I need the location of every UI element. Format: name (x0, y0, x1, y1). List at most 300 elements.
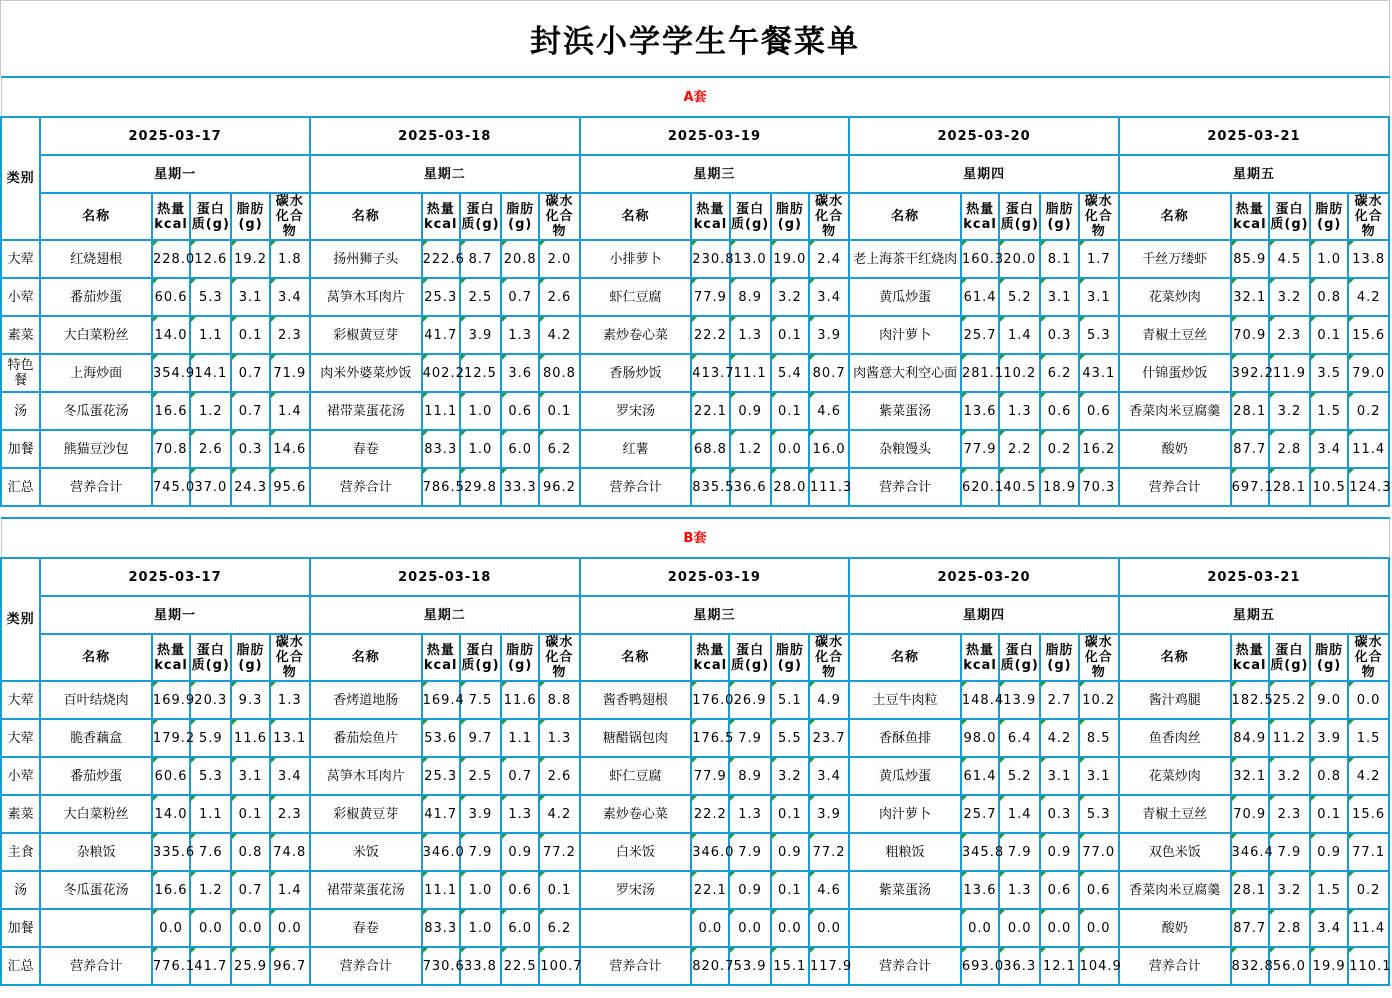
carb-value: 16.2 (1079, 430, 1119, 468)
kcal-value: 11.1 (422, 392, 460, 430)
dish-name: 营养合计 (849, 947, 961, 985)
kcal-value: 70.9 (1231, 795, 1269, 833)
category-label: 特色餐 (1, 354, 40, 392)
name-column-header: 名称 (580, 193, 692, 240)
kcal-value: 85.9 (1231, 240, 1269, 278)
kcal-value: 693.0 (961, 947, 999, 985)
date-header: 2025-03-17 (40, 558, 310, 596)
fat-value: 0.0 (771, 430, 809, 468)
category-label: 小荤 (1, 757, 40, 795)
protein-value: 2.6 (190, 430, 231, 468)
carb-value: 1.8 (270, 240, 310, 278)
carb-value: 0.1 (539, 871, 579, 909)
dish-name: 熊猫豆沙包 (40, 430, 152, 468)
kcal-column-header: 热量kcal (961, 634, 999, 681)
kcal-value: 0.0 (152, 909, 190, 947)
dish-name: 双色米饭 (1119, 833, 1231, 871)
fat-value: 0.1 (771, 871, 809, 909)
fat-value: 5.4 (771, 354, 809, 392)
carb-value: 1.4 (270, 871, 310, 909)
protein-value: 1.4 (999, 316, 1040, 354)
fat-value: 33.3 (501, 468, 539, 506)
carb-column-header: 碳水化合物 (1348, 193, 1389, 240)
carb-value: 10.2 (1079, 681, 1119, 719)
fat-value: 3.1 (1040, 278, 1078, 316)
carb-value: 2.3 (270, 316, 310, 354)
dish-name: 杂粮馒头 (849, 430, 961, 468)
dish-name: 老上海茶干红烧肉 (849, 240, 961, 278)
set-title-row (1, 518, 1389, 558)
dish-name: 粗粮饭 (849, 833, 961, 871)
carb-value: 1.3 (539, 719, 579, 757)
carb-value: 14.6 (270, 430, 310, 468)
carb-value: 96.2 (539, 468, 579, 506)
kcal-column-header: 热量kcal (691, 634, 729, 681)
fat-value: 19.2 (231, 240, 269, 278)
kcal-value: 22.2 (691, 795, 729, 833)
carb-column-header: 碳水化合物 (809, 634, 849, 681)
dish-name: 百叶结烧肉 (40, 681, 152, 719)
name-column-header: 名称 (580, 634, 692, 681)
protein-value: 11.9 (1269, 354, 1310, 392)
protein-value: 8.9 (730, 278, 771, 316)
category-label: 大荤 (1, 240, 40, 278)
date-header: 2025-03-17 (40, 117, 310, 155)
weekday-header: 星期五 (1119, 596, 1389, 634)
kcal-value: 730.6 (422, 947, 460, 985)
table-row (1, 430, 1389, 468)
category-label: 小荤 (1, 278, 40, 316)
carb-value: 79.0 (1348, 354, 1389, 392)
dish-name: 彩椒黄豆芽 (310, 795, 422, 833)
protein-value: 5.2 (999, 278, 1040, 316)
kcal-value: 28.1 (1231, 392, 1269, 430)
protein-value: 1.4 (999, 795, 1040, 833)
carb-value: 3.9 (809, 795, 849, 833)
dish-name: 花菜炒肉 (1119, 757, 1231, 795)
kcal-value: 22.1 (691, 871, 729, 909)
set-title: B套 (1, 518, 1389, 558)
kcal-value: 98.0 (961, 719, 999, 757)
dish-name: 番茄炒蛋 (40, 757, 152, 795)
protein-value: 7.9 (1269, 833, 1310, 871)
fat-column-header: 脂肪(g) (231, 634, 269, 681)
kcal-value: 25.3 (422, 757, 460, 795)
fat-value: 9.0 (1310, 681, 1348, 719)
carb-value: 2.3 (270, 795, 310, 833)
protein-value: 5.3 (190, 757, 231, 795)
kcal-value: 53.6 (422, 719, 460, 757)
protein-value: 7.5 (460, 681, 501, 719)
protein-value: 1.0 (460, 871, 501, 909)
carb-value: 77.0 (1079, 833, 1119, 871)
carb-value: 16.0 (809, 430, 849, 468)
protein-value: 10.2 (999, 354, 1040, 392)
dish-name: 香菜肉米豆腐羹 (1119, 871, 1231, 909)
kcal-column-header: 热量kcal (152, 193, 190, 240)
dish-name: 莴笋木耳肉片 (310, 757, 422, 795)
fat-value: 0.1 (771, 795, 809, 833)
date-header: 2025-03-18 (310, 558, 580, 596)
carb-value: 0.0 (809, 909, 849, 947)
kcal-value: 413.7 (691, 354, 729, 392)
protein-value: 2.3 (1269, 795, 1310, 833)
protein-value: 14.1 (190, 354, 231, 392)
carb-value: 4.6 (809, 871, 849, 909)
fat-value: 0.6 (1040, 871, 1078, 909)
fat-value: 0.7 (231, 354, 269, 392)
kcal-value: 786.5 (422, 468, 460, 506)
table-row (1, 354, 1389, 392)
protein-value: 1.3 (999, 871, 1040, 909)
carb-value: 3.4 (270, 757, 310, 795)
fat-value: 3.1 (231, 278, 269, 316)
kcal-value: 84.9 (1231, 719, 1269, 757)
carb-value: 11.4 (1348, 909, 1389, 947)
carb-value: 11.4 (1348, 430, 1389, 468)
dish-name: 营养合计 (580, 947, 692, 985)
fat-value: 0.8 (1310, 278, 1348, 316)
fat-value: 5.5 (771, 719, 809, 757)
fat-value: 2.7 (1040, 681, 1078, 719)
fat-value: 0.3 (231, 430, 269, 468)
carb-value: 13.8 (1348, 240, 1389, 278)
fat-value: 0.1 (771, 316, 809, 354)
protein-value: 1.2 (190, 871, 231, 909)
dish-name: 小排萝卜 (580, 240, 692, 278)
fat-value: 0.9 (771, 833, 809, 871)
carb-value: 13.1 (270, 719, 310, 757)
kcal-value: 230.8 (691, 240, 729, 278)
protein-value: 7.9 (729, 719, 770, 757)
kcal-value: 335.6 (152, 833, 190, 871)
fat-value: 0.6 (501, 392, 539, 430)
protein-value: 3.9 (460, 795, 501, 833)
fat-value: 4.2 (1040, 719, 1078, 757)
kcal-value: 835.5 (691, 468, 729, 506)
protein-value: 5.9 (190, 719, 231, 757)
dish-name: 春卷 (310, 430, 422, 468)
dish-name: 千丝万缕虾 (1119, 240, 1231, 278)
carb-column-header: 碳水化合物 (539, 193, 579, 240)
carb-column-header: 碳水化合物 (809, 193, 849, 240)
carb-value: 1.4 (270, 392, 310, 430)
carb-value: 95.6 (270, 468, 310, 506)
dish-name: 黄瓜炒蛋 (849, 278, 961, 316)
dish-name: 营养合计 (1119, 468, 1231, 506)
kcal-value: 354.9 (152, 354, 190, 392)
kcal-value: 697.1 (1231, 468, 1269, 506)
fat-value: 0.0 (231, 909, 269, 947)
dish-name (40, 909, 152, 947)
table-row (1, 947, 1389, 985)
protein-value: 7.9 (729, 833, 770, 871)
fat-value: 5.1 (771, 681, 809, 719)
category-label: 主食 (1, 833, 40, 871)
weekday-header: 星期五 (1119, 155, 1389, 193)
carb-value: 4.2 (539, 795, 579, 833)
protein-value: 12.6 (190, 240, 231, 278)
carb-value: 70.3 (1079, 468, 1119, 506)
dish-name: 扬州狮子头 (310, 240, 422, 278)
protein-value: 1.0 (460, 392, 501, 430)
fat-value: 6.2 (1040, 354, 1078, 392)
dish-name: 花菜炒肉 (1119, 278, 1231, 316)
protein-value: 3.2 (1269, 757, 1310, 795)
dish-name: 番茄烩鱼片 (310, 719, 422, 757)
category-label: 汤 (1, 871, 40, 909)
kcal-value: 346.0 (691, 833, 729, 871)
kcal-value: 32.1 (1231, 757, 1269, 795)
protein-value: 2.3 (1269, 316, 1310, 354)
protein-value: 3.2 (1269, 278, 1310, 316)
kcal-value: 41.7 (422, 795, 460, 833)
carb-value: 2.4 (809, 240, 849, 278)
weekday-header: 星期三 (580, 155, 850, 193)
fat-value: 1.1 (501, 719, 539, 757)
dish-name: 酸奶 (1119, 430, 1231, 468)
protein-value: 41.7 (190, 947, 231, 985)
kcal-value: 820.7 (691, 947, 729, 985)
carb-value: 0.0 (270, 909, 310, 947)
dish-name: 冬瓜蛋花汤 (40, 392, 152, 430)
kcal-value: 176.5 (691, 719, 729, 757)
kcal-value: 182.5 (1231, 681, 1269, 719)
kcal-value: 402.2 (422, 354, 460, 392)
fat-value: 0.0 (1040, 909, 1078, 947)
category-label: 大荤 (1, 719, 40, 757)
carb-value: 2.0 (539, 240, 579, 278)
kcal-value: 832.8 (1231, 947, 1269, 985)
dish-name: 春卷 (310, 909, 422, 947)
carb-value: 77.2 (809, 833, 849, 871)
protein-column-header: 蛋白质(g) (460, 193, 501, 240)
fat-value: 25.9 (231, 947, 269, 985)
dish-name: 大白菜粉丝 (40, 316, 152, 354)
category-label: 加餐 (1, 909, 40, 947)
kcal-value: 32.1 (1231, 278, 1269, 316)
dish-name: 番茄炒蛋 (40, 278, 152, 316)
fat-column-header: 脂肪(g) (1310, 634, 1348, 681)
kcal-value: 61.4 (961, 278, 999, 316)
kcal-value: 169.9 (152, 681, 190, 719)
dish-name: 肉酱意大利空心面 (849, 354, 961, 392)
carb-value: 4.6 (809, 392, 849, 430)
dish-name: 营养合计 (40, 468, 152, 506)
weekday-header: 星期一 (40, 155, 310, 193)
column-header-row (1, 193, 1389, 240)
carb-value: 1.7 (1079, 240, 1119, 278)
protein-value: 3.2 (1269, 871, 1310, 909)
fat-value: 1.0 (1310, 240, 1348, 278)
protein-value: 56.0 (1269, 947, 1310, 985)
protein-value: 25.2 (1269, 681, 1310, 719)
dish-name: 紫菜蛋汤 (849, 392, 961, 430)
fat-value: 0.7 (501, 278, 539, 316)
fat-value: 0.3 (1040, 795, 1078, 833)
kcal-value: 176.0 (691, 681, 729, 719)
fat-column-header: 脂肪(g) (1040, 634, 1078, 681)
dish-name: 香肠炒饭 (580, 354, 692, 392)
dish-name: 杂粮饭 (40, 833, 152, 871)
carb-column-header: 碳水化合物 (539, 634, 579, 681)
protein-value: 1.3 (999, 392, 1040, 430)
fat-value: 3.1 (1040, 757, 1078, 795)
weekday-header: 星期二 (310, 155, 580, 193)
fat-value: 0.7 (231, 871, 269, 909)
kcal-value: 228.0 (152, 240, 190, 278)
carb-value: 71.9 (270, 354, 310, 392)
protein-value: 53.9 (729, 947, 770, 985)
fat-value: 0.9 (501, 833, 539, 871)
carb-value: 3.1 (1079, 278, 1119, 316)
protein-column-header: 蛋白质(g) (460, 634, 501, 681)
kcal-value: 345.8 (961, 833, 999, 871)
fat-column-header: 脂肪(g) (501, 634, 539, 681)
kcal-column-header: 热量kcal (422, 634, 460, 681)
protein-value: 2.8 (1269, 430, 1310, 468)
dish-name: 裙带菜蛋花汤 (310, 392, 422, 430)
protein-column-header: 蛋白质(g) (999, 193, 1040, 240)
date-header: 2025-03-21 (1119, 558, 1389, 596)
kcal-value: 22.1 (691, 392, 729, 430)
menu-table-set-0 (0, 76, 1390, 507)
carb-value: 3.4 (809, 278, 849, 316)
dish-name: 裙带菜蛋花汤 (310, 871, 422, 909)
table-row (1, 719, 1389, 757)
weekday-header: 星期四 (849, 596, 1119, 634)
protein-value: 26.9 (729, 681, 770, 719)
dish-name: 青椒土豆丝 (1119, 316, 1231, 354)
fat-value: 0.9 (1310, 833, 1348, 871)
fat-value: 0.6 (501, 871, 539, 909)
fat-value: 0.1 (231, 316, 269, 354)
fat-value: 3.4 (1310, 909, 1348, 947)
dish-name: 白米饭 (580, 833, 692, 871)
category-label: 素菜 (1, 316, 40, 354)
carb-value: 80.8 (539, 354, 579, 392)
kcal-value: 25.3 (422, 278, 460, 316)
fat-value: 10.5 (1310, 468, 1348, 506)
dish-name: 上海炒面 (40, 354, 152, 392)
kcal-value: 160.3 (961, 240, 999, 278)
protein-value: 2.2 (999, 430, 1040, 468)
fat-value: 0.8 (1310, 757, 1348, 795)
category-label: 加餐 (1, 430, 40, 468)
protein-column-header: 蛋白质(g) (190, 634, 231, 681)
protein-value: 1.2 (730, 430, 771, 468)
carb-column-header: 碳水化合物 (1079, 634, 1119, 681)
protein-value: 33.8 (460, 947, 501, 985)
page-title-bar (0, 0, 1390, 76)
fat-value: 0.8 (231, 833, 269, 871)
protein-value: 11.2 (1269, 719, 1310, 757)
protein-value: 4.5 (1269, 240, 1310, 278)
fat-column-header: 脂肪(g) (1310, 193, 1348, 240)
kcal-value: 70.8 (152, 430, 190, 468)
kcal-value: 13.6 (961, 871, 999, 909)
carb-value: 5.3 (1079, 795, 1119, 833)
kcal-value: 68.8 (691, 430, 729, 468)
fat-value: 3.4 (1310, 430, 1348, 468)
protein-value: 2.8 (1269, 909, 1310, 947)
protein-value: 37.0 (190, 468, 231, 506)
carb-value: 6.2 (539, 909, 579, 947)
kcal-value: 83.3 (422, 430, 460, 468)
weekday-header: 星期三 (580, 596, 850, 634)
name-column-header: 名称 (310, 193, 422, 240)
protein-value: 8.7 (460, 240, 501, 278)
weekday-row (1, 155, 1389, 193)
carb-value: 74.8 (270, 833, 310, 871)
dish-name: 红烧翅根 (40, 240, 152, 278)
dish-name: 紫菜蛋汤 (849, 871, 961, 909)
kcal-value: 77.9 (691, 278, 729, 316)
protein-value: 0.9 (730, 392, 771, 430)
dish-name: 酱香鸭翅根 (580, 681, 692, 719)
kcal-value: 87.7 (1231, 430, 1269, 468)
kcal-value: 169.4 (422, 681, 460, 719)
dish-name: 虾仁豆腐 (580, 757, 692, 795)
protein-value: 29.8 (460, 468, 501, 506)
kcal-value: 61.4 (961, 757, 999, 795)
kcal-value: 87.7 (1231, 909, 1269, 947)
dish-name: 莴笋木耳肉片 (310, 278, 422, 316)
carb-value: 0.1 (539, 392, 579, 430)
carb-value: 96.7 (270, 947, 310, 985)
kcal-value: 13.6 (961, 392, 999, 430)
table-row (1, 795, 1389, 833)
protein-value: 13.9 (999, 681, 1040, 719)
kcal-value: 25.7 (961, 316, 999, 354)
protein-value: 7.6 (190, 833, 231, 871)
carb-value: 15.6 (1348, 316, 1389, 354)
date-row (1, 117, 1389, 155)
protein-value: 9.7 (460, 719, 501, 757)
protein-value: 5.3 (190, 278, 231, 316)
dish-name: 米饭 (310, 833, 422, 871)
carb-value: 0.6 (1079, 392, 1119, 430)
weekday-header: 星期二 (310, 596, 580, 634)
kcal-value: 16.6 (152, 392, 190, 430)
carb-value: 23.7 (809, 719, 849, 757)
protein-value: 11.1 (730, 354, 771, 392)
date-header: 2025-03-19 (580, 558, 850, 596)
table-row (1, 316, 1389, 354)
protein-value: 36.6 (730, 468, 771, 506)
carb-value: 43.1 (1079, 354, 1119, 392)
category-header: 类别 (1, 558, 40, 681)
kcal-value: 222.6 (422, 240, 460, 278)
carb-value: 3.4 (809, 757, 849, 795)
date-header: 2025-03-19 (580, 117, 850, 155)
kcal-column-header: 热量kcal (422, 193, 460, 240)
fat-value: 3.6 (501, 354, 539, 392)
dish-name: 酸奶 (1119, 909, 1231, 947)
dish-name: 彩椒黄豆芽 (310, 316, 422, 354)
carb-value: 0.0 (1079, 909, 1119, 947)
set-title-row (1, 77, 1389, 117)
name-column-header: 名称 (40, 634, 152, 681)
protein-value: 1.3 (729, 795, 770, 833)
kcal-value: 22.2 (691, 316, 729, 354)
table-row (1, 757, 1389, 795)
fat-value: 0.0 (771, 909, 809, 947)
fat-value: 18.9 (1040, 468, 1078, 506)
category-label: 汇总 (1, 468, 40, 506)
protein-value: 1.1 (190, 795, 231, 833)
kcal-column-header: 热量kcal (152, 634, 190, 681)
